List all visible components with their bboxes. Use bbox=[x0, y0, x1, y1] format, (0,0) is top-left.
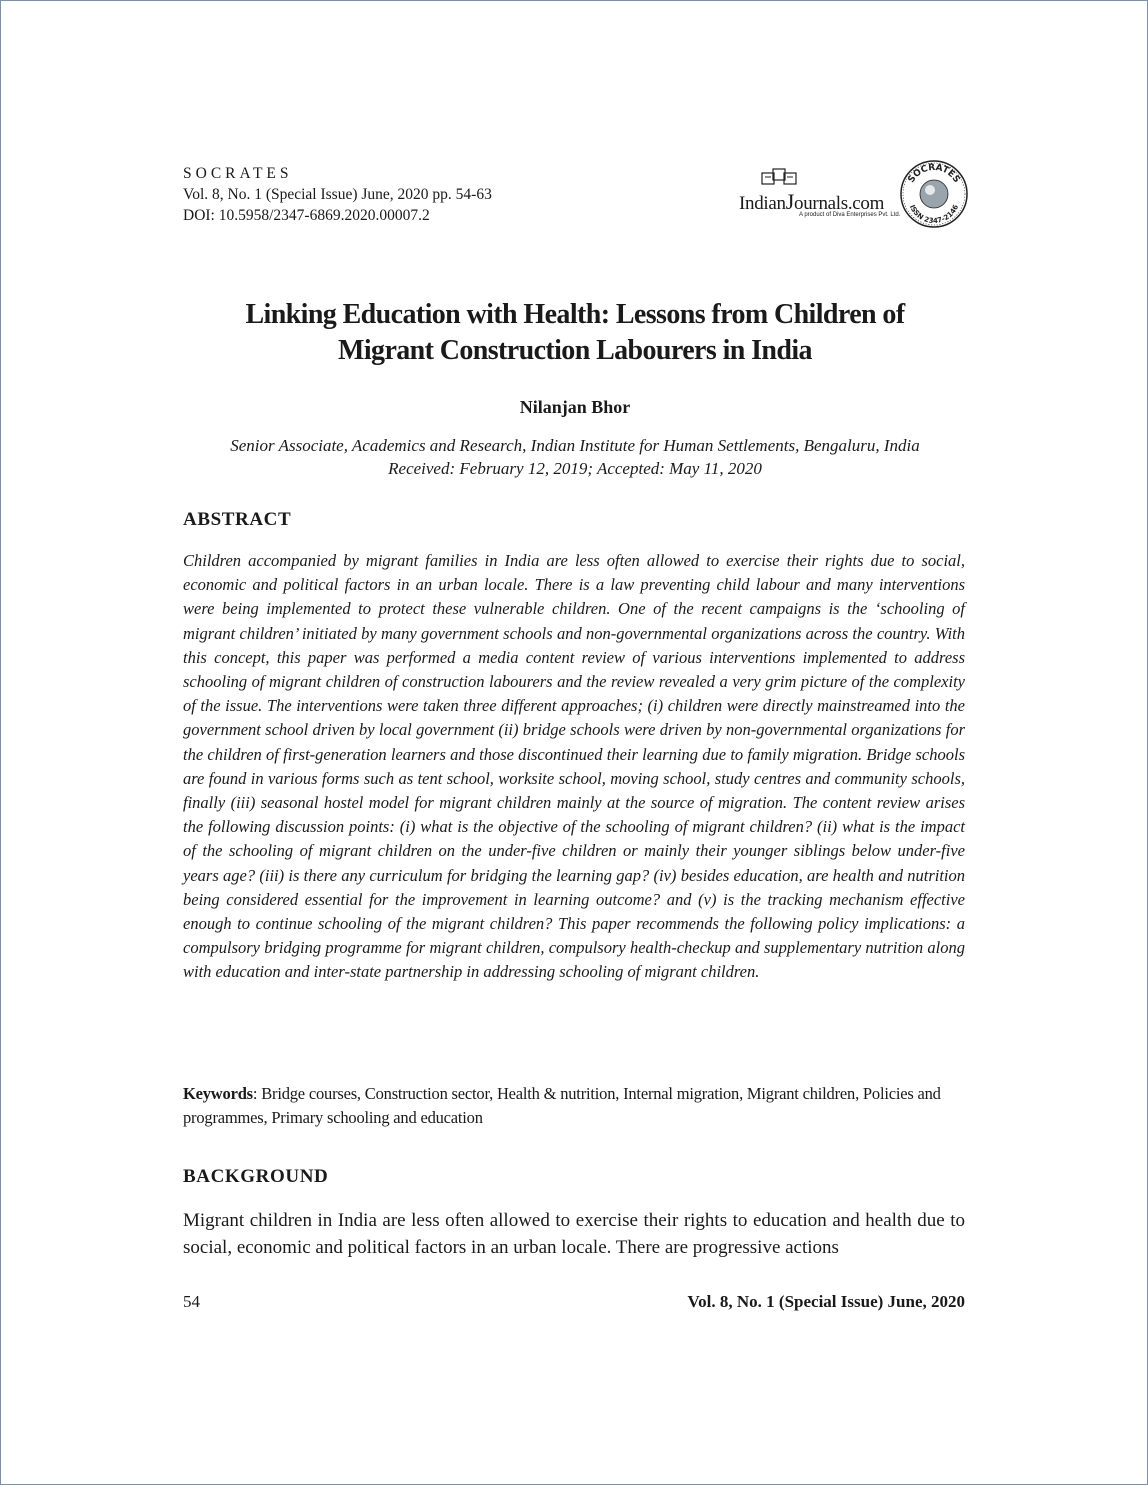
background-text: Migrant children in India are less often allowed to exercise their rights to education and health due to social, economic and political factors in an urban locale. There are progressive actions bbox=[183, 1210, 965, 1258]
abstract-heading: ABSTRACT bbox=[183, 509, 292, 530]
doi: DOI: 10.5958/2347-6869.2020.00007.2 bbox=[183, 207, 430, 224]
journal-header bbox=[183, 163, 492, 226]
affiliation-block bbox=[151, 434, 999, 480]
socrates-seal-icon bbox=[899, 159, 969, 229]
keywords-text: : Bridge courses, Construction sector, Health & nutrition, Internal migration, Migrant children, Policies and programmes, Primary schooling and education bbox=[183, 1084, 941, 1127]
seal-top-text: SOCRATES bbox=[906, 162, 962, 185]
affiliation: Senior Associate, Academics and Research, Indian Institute for Human Settlements, Bengaluru, India bbox=[230, 436, 920, 455]
volume-line: Vol. 8, No. 1 (Special Issue) June, 2020 pp. 54-63 bbox=[183, 186, 492, 203]
logo-brand-part3: ournals.com bbox=[794, 193, 885, 214]
article-title bbox=[151, 297, 999, 369]
keywords bbox=[183, 1082, 965, 1130]
logo-brand-part2: J bbox=[785, 189, 795, 214]
keywords-label: Keywords bbox=[183, 1084, 253, 1103]
indianjournals-logo bbox=[737, 159, 969, 231]
seal-bottom-text: ISSN 2347-2146 bbox=[907, 203, 961, 226]
title-line-1: Linking Education with Health: Lessons from Children of bbox=[245, 299, 905, 330]
page-number: 54 bbox=[183, 1292, 200, 1311]
logo-tagline: A product of Diva Enterprises Pvt. Ltd. bbox=[799, 212, 901, 218]
logo-brand-part1: Indian bbox=[739, 193, 786, 214]
abstract-text: Children accompanied by migrant families in India are less often allowed to exercise their rights due to social, economic and political factors in an urban locale. There is a law preventing child labour and many interventions were being implemented to protect these vulnerable children. One of the recent campaigns is the ‘schooling of migrant children’ initiated by many government schools and non-governmental organizations across the country. With this concept, this paper was performed a media content review of various interventions implemented to address schooling of migrant children of construction labourers and the review revealed a very grim picture of the complexity of the issue. The interventions were taken three different approaches; (i) children were directly mainstreamed into the government school driven by local government (ii) bridge schools were driven by non-governmental organizations for the children of first-generation learners and those discontinued their learning due to family migration. Bridge schools are found in various forms such as tent school, worksite school, moving school, study centres and community schools, finally (iii) seasonal hostel model for migrant children mainly at the source of migration. The content review arises the following discussion points: (i) what is the objective of the schooling of migrant children? (ii) what is the impact of the schooling of migrant children on the under-five children or mainly their younger siblings below under-five years age? (iii) is there any curriculum for bridging the learning gap? (iv) besides education, are health and nutrition being considered essential for the improvement in learning outcome? and (v) is the tracking mechanism effective enough to continue schooling of the migrant children? This paper recommends the following policy implications: a compulsory bridging programme for migrant children, compulsory health-checkup and supplementary nutrition along with education and inter-state partnership in addressing schooling of migrant children. bbox=[183, 551, 965, 982]
journal-name: SOCRATES bbox=[183, 165, 293, 182]
background-heading: BACKGROUND bbox=[183, 1166, 329, 1187]
title-line-2: Migrant Construction Labourers in India bbox=[338, 335, 812, 366]
author-name: Nilanjan Bhor bbox=[519, 397, 631, 417]
received-dates: Received: February 12, 2019; Accepted: May 11, 2020 bbox=[388, 459, 762, 478]
footer-issue: Vol. 8, No. 1 (Special Issue) June, 2020 bbox=[687, 1292, 965, 1311]
book-icon bbox=[761, 167, 801, 187]
